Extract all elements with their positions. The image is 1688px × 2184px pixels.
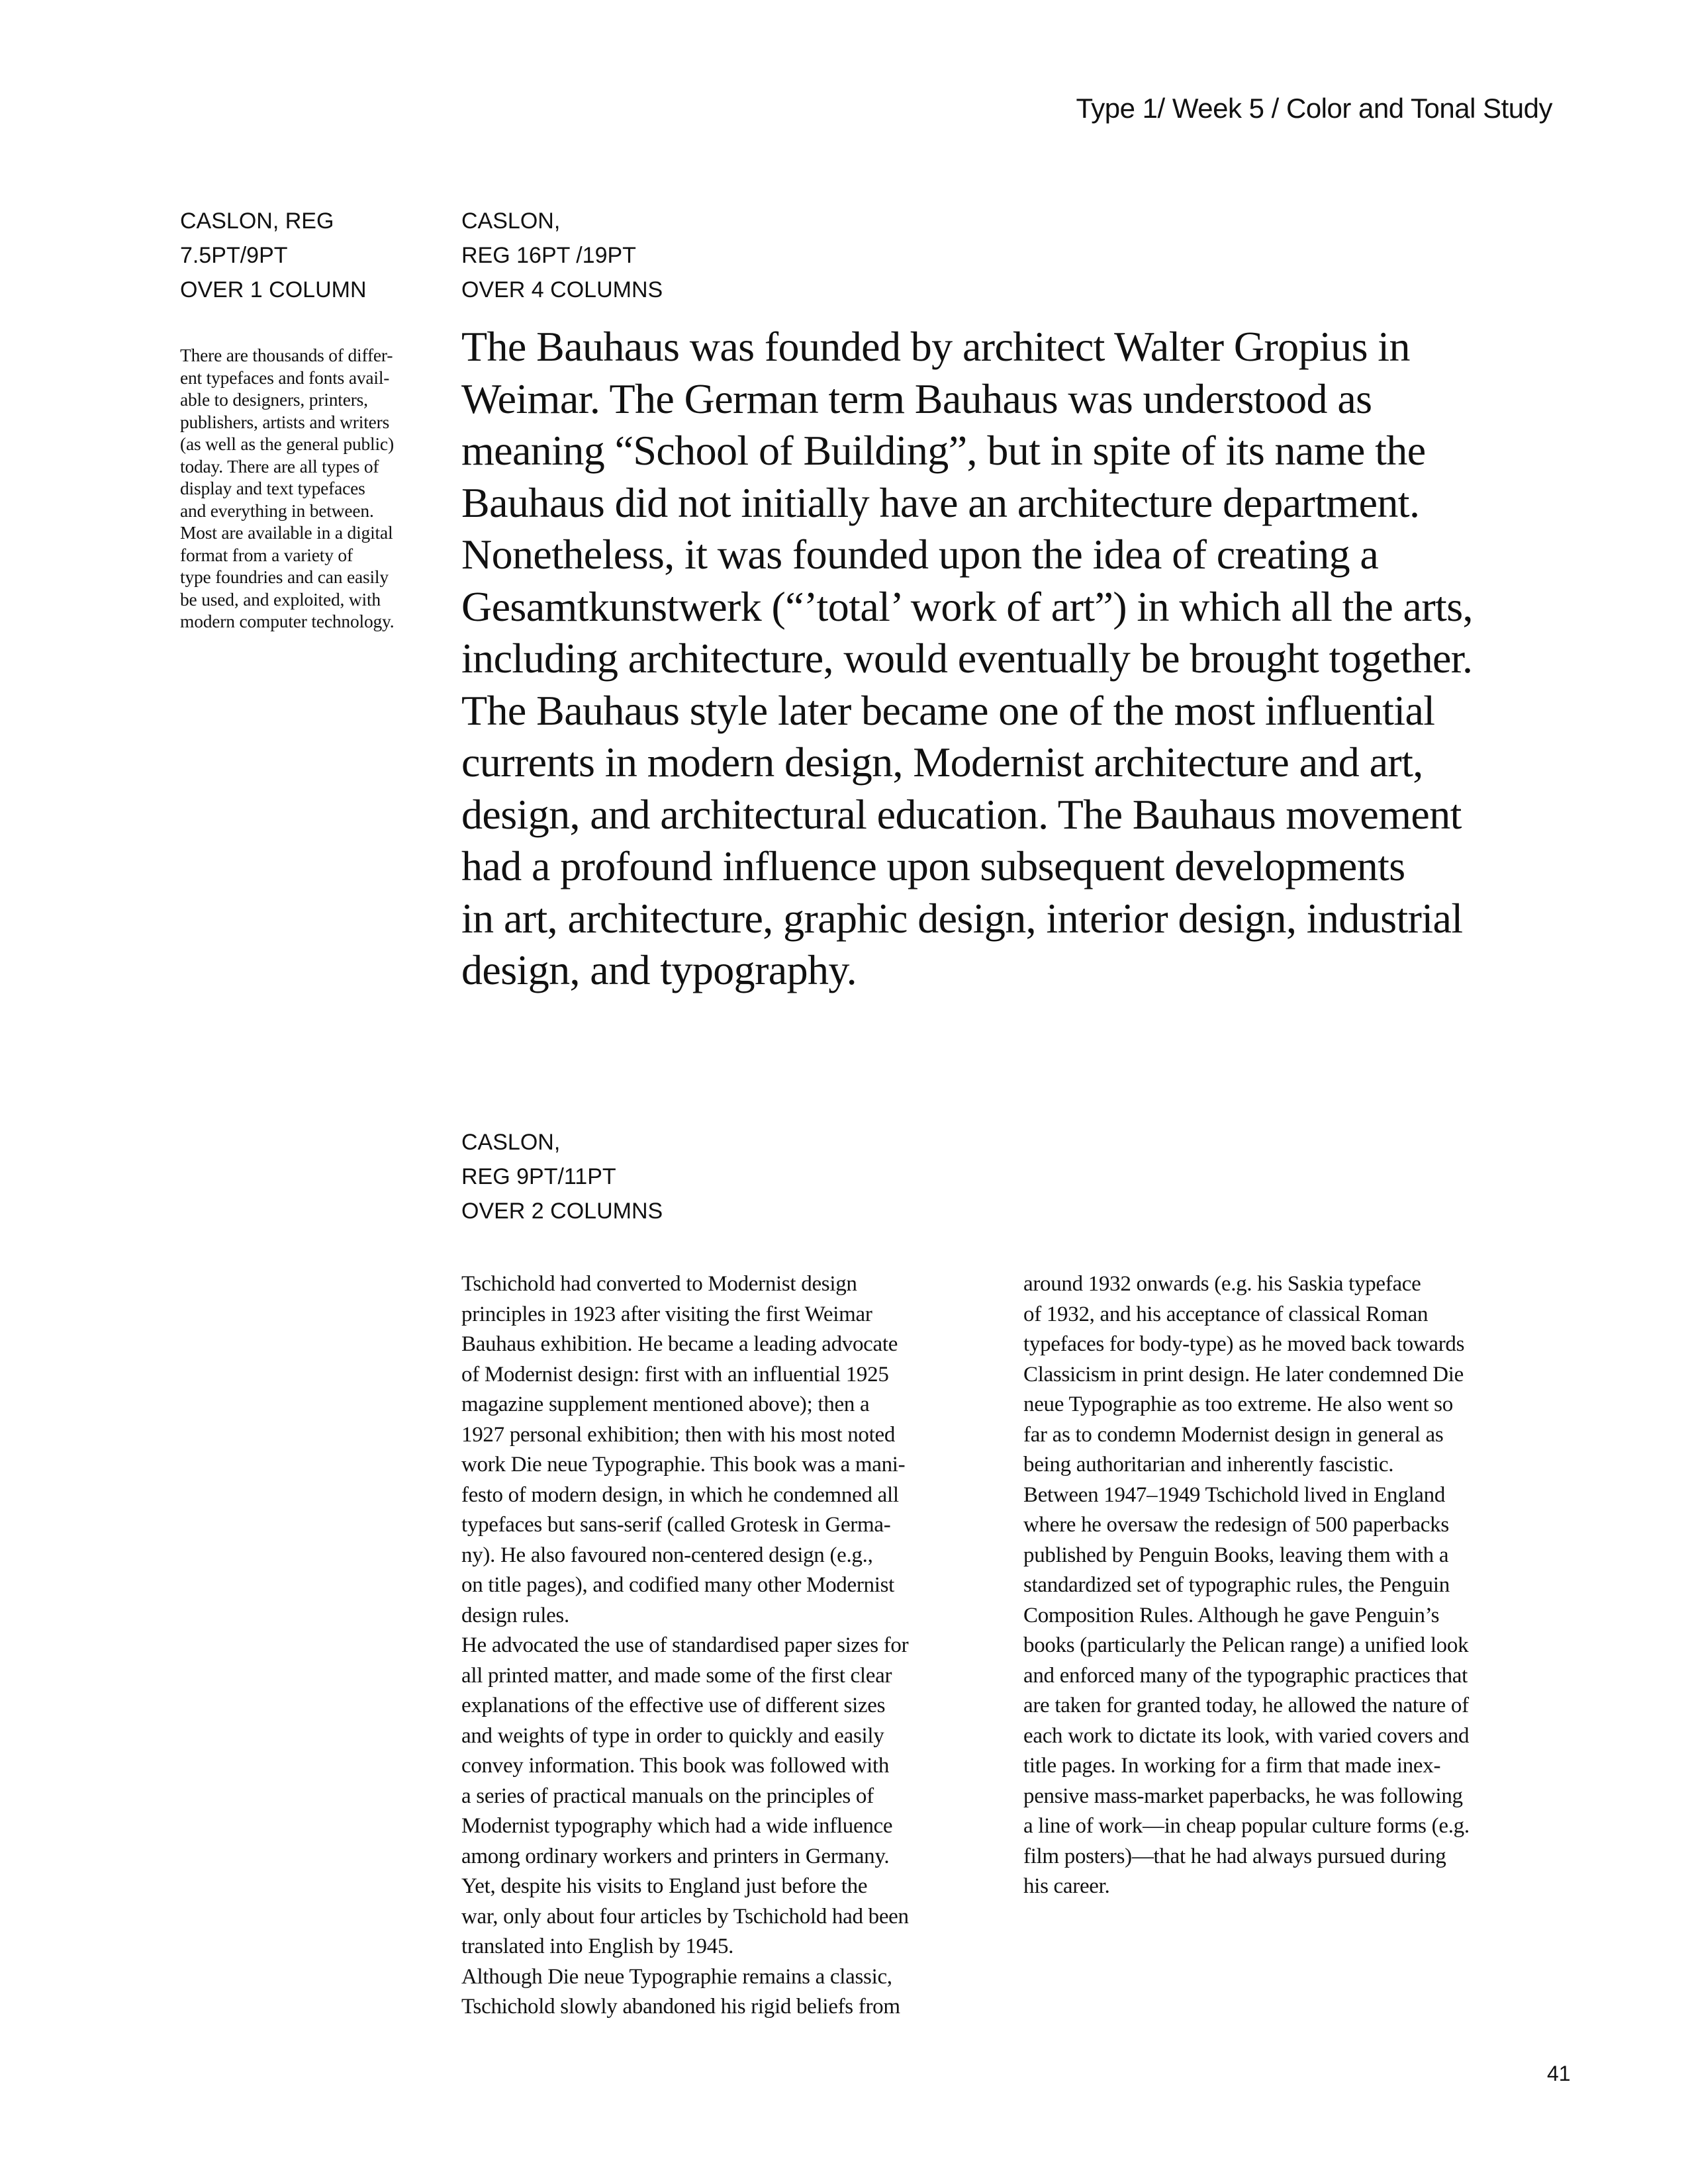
text-line: a line of work—in cheap popular culture forms (e.g. <box>1023 1814 1470 1838</box>
text-line: He advocated the use of standardised paper sizes for <box>461 1633 909 1657</box>
text-line: publishers, artists and writers <box>180 411 390 432</box>
text-line: principles in 1923 after visiting the first Weimar <box>461 1302 872 1326</box>
text-line: Bauhaus did not initially have an architecture department. <box>461 478 1420 526</box>
body-text-2col-left <box>461 1269 991 2023</box>
text-line: published by Penguin Books, leaving them with a <box>1023 1543 1449 1567</box>
text-line: display and text typefaces <box>180 478 365 498</box>
running-head: Type 1/ Week 5 / Color and Tonal Study <box>1076 93 1552 124</box>
text-line: The Bauhaus was founded by architect Walter Gropius in <box>461 323 1410 370</box>
spec-line: CASLON, <box>461 1130 561 1155</box>
text-line: neue Typographie as too extreme. He also went so <box>1023 1392 1453 1416</box>
text-line: Nonetheless, it was founded upon the idea of creating a <box>461 531 1379 578</box>
text-line: far as to condemn Modernist design in general as <box>1023 1422 1444 1447</box>
text-line: and weights of type in order to quickly and easily <box>461 1723 884 1748</box>
spec-line: REG 16PT /19PT <box>461 243 636 268</box>
text-line: being authoritarian and inherently fascistic. <box>1023 1453 1394 1477</box>
text-line: of 1932, and his acceptance of classical Roman <box>1023 1302 1429 1326</box>
text-line: his career. <box>1023 1874 1110 1898</box>
text-line: around 1932 onwards (e.g. his Saskia typeface <box>1023 1272 1421 1296</box>
text-line: title pages. In working for a firm that made inex- <box>1023 1754 1441 1778</box>
text-line: Bauhaus exhibition. He became a leading advocate <box>461 1332 898 1356</box>
text-line: had a profound influence upon subsequent developments <box>461 842 1405 889</box>
spec-line: OVER 4 COLUMNS <box>461 277 663 302</box>
page-number: 41 <box>1547 2062 1571 2085</box>
text-line: Tschichold slowly abandoned his rigid beliefs from <box>461 1995 900 2019</box>
text-line: be used, and exploited, with <box>180 588 381 610</box>
text-line: work Die neue Typographie. This book was a mani- <box>461 1453 906 1477</box>
text-line: type foundries and can easily <box>180 567 389 587</box>
text-line: including architecture, would eventually be brought together. <box>461 635 1473 682</box>
body-text-2col-right <box>1023 1269 1553 1902</box>
text-line: explanations of the effective use of different sizes <box>461 1694 886 1717</box>
text-line: Weimar. The German term Bauhaus was understood as <box>461 375 1372 422</box>
text-line: 1927 personal exhibition; then with his most noted <box>461 1422 896 1447</box>
text-line: design rules. <box>461 1603 569 1627</box>
text-line: standardized set of typographic rules, the Penguin <box>1023 1573 1450 1597</box>
spec-line: OVER 2 COLUMNS <box>461 1199 663 1224</box>
spec-line: REG 9PT/11PT <box>461 1164 616 1189</box>
text-line: There are thousands of differ- <box>180 345 393 365</box>
text-line: pensive mass-market paperbacks, he was following <box>1023 1784 1463 1808</box>
text-line: Tschichold had converted to Modernist design <box>461 1272 857 1296</box>
text-line: ny). He also favoured non-centered design (e.g., <box>461 1543 873 1567</box>
text-line: Classicism in print design. He later condemned Die <box>1023 1362 1464 1387</box>
text-line: translated into English by 1945. <box>461 1934 734 1958</box>
text-line: modern computer technology. <box>180 611 395 631</box>
text-line: ent typefaces and fonts avail- <box>180 367 390 388</box>
text-line: each work to dictate its look, with varied covers and <box>1023 1723 1470 1748</box>
text-line: Yet, despite his visits to England just before the <box>461 1874 868 1898</box>
text-line: convey information. This book was followed with <box>461 1754 890 1778</box>
text-line: Between 1947–1949 Tschichold lived in England <box>1023 1482 1446 1507</box>
text-line: war, only about four articles by Tschichold had been <box>461 1904 909 1929</box>
text-line: film posters)—that he had always pursued during <box>1023 1844 1446 1868</box>
text-line: festo of modern design, in which he condemned all <box>461 1482 899 1507</box>
text-line: and enforced many of the typographic practices that <box>1023 1663 1468 1688</box>
text-line: currents in modern design, Modernist architecture and art, <box>461 739 1423 786</box>
spec-line: OVER 1 COLUMN <box>180 277 367 302</box>
text-line: among ordinary workers and printers in Germany. <box>461 1844 890 1868</box>
text-line: able to designers, printers, <box>180 389 368 410</box>
text-line: where he oversaw the redesign of 500 paperbacks <box>1023 1513 1449 1537</box>
spec-label-4col <box>461 204 663 307</box>
text-line: Although Die neue Typographie remains a classic, <box>461 1964 892 1989</box>
spec-line: CASLON, REG <box>180 208 334 234</box>
text-line: in art, architecture, graphic design, interior design, industrial <box>461 894 1463 942</box>
text-line: books (particularly the Pelican range) a unified look <box>1023 1633 1469 1657</box>
text-line: design, and architectural education. The Bauhaus movement <box>461 790 1462 838</box>
text-line: of Modernist design: first with an influential 1925 <box>461 1362 889 1387</box>
text-line: a series of practical manuals on the principles of <box>461 1784 874 1808</box>
text-line: (as well as the general public) <box>180 433 394 454</box>
text-line: format from a variety of <box>180 544 353 565</box>
text-line: Composition Rules. Although he gave Penguin’s <box>1023 1603 1440 1627</box>
text-line: are taken for granted today, he allowed the nature of <box>1023 1694 1469 1717</box>
spec-line: 7.5PT/9PT <box>180 243 288 268</box>
text-line: magazine supplement mentioned above); then a <box>461 1392 870 1416</box>
text-line: on title pages), and codified many other Modernist <box>461 1573 894 1597</box>
text-line: and everything in between. <box>180 500 374 521</box>
body-text-1col <box>180 344 432 633</box>
spec-label-2col <box>461 1125 663 1228</box>
text-line: Modernist typography which had a wide influence <box>461 1814 893 1838</box>
text-line: typefaces for body-type) as he moved back towards <box>1023 1332 1465 1356</box>
spec-label-1col <box>180 204 367 307</box>
text-line: Gesamtkunstwerk (“’total’ work of art”) in which all the arts, <box>461 582 1473 630</box>
text-line: Most are available in a digital <box>180 522 393 543</box>
text-line: today. There are all types of <box>180 455 379 477</box>
text-line: meaning “School of Building”, but in spite of its name the <box>461 427 1426 474</box>
text-line: all printed matter, and made some of the first clear <box>461 1663 892 1688</box>
text-line: design, and typography. <box>461 946 857 993</box>
body-text-4col <box>461 321 1554 997</box>
spec-line: CASLON, <box>461 208 561 234</box>
text-line: The Bauhaus style later became one of the most influential <box>461 686 1435 734</box>
text-line: typefaces but sans-serif (called Grotesk in Germa- <box>461 1513 891 1537</box>
